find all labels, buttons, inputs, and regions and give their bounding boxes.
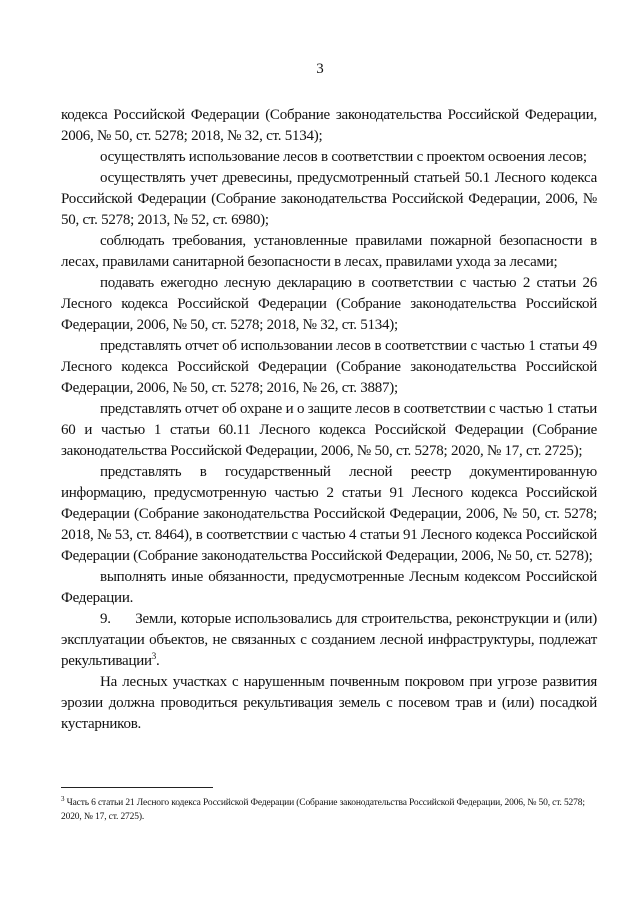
paragraph-protection-report: представлять отчет об охране и о защите лесов в соответствии с частью 1 статьи 60 и частью 1 статьи 60.11 Лесного кодекса Российской Федерации (Собрание законодательства Российской Федерации, 2006, № 50, ст. 5278; 2020, № 17, ст. 2725);	[61, 401, 597, 459]
paragraph-continuation: кодекса Российской Федерации (Собрание законодательства Российской Федерации, 2006, № 50, ст. 5278; 2018, № 32, ст. 5134);	[61, 107, 597, 144]
page-number: 3	[316, 61, 324, 77]
paragraph-usage-report: представлять отчет об использовании лесов в соответствии с частью 1 статьи 49 Лесного кодекса Российской Федерации (Собрание законодательства Российской Федерации, 2006, № 50, ст. 5278; 2016, № 26, ст. 3887);	[61, 338, 597, 396]
paragraph-item-9: 9. Земли, которые использовались для строительства, реконструкции и (или) эксплуатации объектов, не связанных с созданием лесной инфраструктуры, подлежат рекультивации$^3$.	[61, 611, 597, 669]
footnote-divider	[61, 787, 213, 788]
paragraph-erosion-recultivation: На лесных участках с нарушенным почвенным покровом при угрозе развития эрозии должна проводиться рекультивация земель с посевом трав и (или) посадкой кустарников.	[61, 674, 597, 732]
paragraph-forest-use: осуществлять использование лесов в соответствии с проектом освоения лесов;	[100, 149, 587, 165]
paragraph-other-duties: выполнять иные обязанности, предусмотренные Лесным кодексом Российской Федерации.	[61, 569, 597, 606]
paragraph-safety-rules: соблюдать требования, установленные правилами пожарной безопасности в лесах, правилами санитарной безопасности в лесах, правилами ухода за лесами;	[61, 233, 597, 270]
footnote	[61, 796, 597, 824]
paragraph-timber-accounting: осуществлять учет древесины, предусмотренный статьей 50.1 Лесного кодекса Российской Федерации (Собрание законодательства Российской Федерации, 2006, № 50, ст. 5278; 2013, № 52, ст. 6980);	[61, 170, 597, 228]
paragraph-forest-declaration: подавать ежегодно лесную декларацию в соответствии с частью 2 статьи 26 Лесного кодекса Российской Федерации (Собрание законодательства Российской Федерации, 2006, № 50, ст. 5278; 2018, № 32, ст. 5134);	[61, 275, 597, 333]
footnote-text: Часть 6 статьи 21 Лесного кодекса Российской Федерации (Собрание законодательства Российской Федерации, 2006, № 50, ст. 5278; 2020, № 17, ст. 2725).	[61, 798, 585, 822]
item-9-text: 9. Земли, которые использовались для строительства, реконструкции и (или) эксплуатации объектов, не связанных с созданием лесной инфраструктуры, подлежат рекультивации	[61, 611, 597, 669]
paragraph-state-registry: представлять в государственный лесной реестр документированную информацию, предусмотренную частью 2 статьи 91 Лесного кодекса Российской Федерации (Собрание законодательства Российской Федерации, 2006, № 50, ст. 5278; 2018, № 53, ст. 8464), в соответствии с частью 4 статьи 91 Лесного кодекса Российской Федерации (Собрание законодательства Российской Федерации, 2006, № 50, ст. 5278);	[61, 464, 597, 564]
document-body	[61, 105, 597, 735]
footnote-marker: 3	[61, 794, 65, 803]
footnote-reference[interactable]: 3	[151, 651, 157, 661]
